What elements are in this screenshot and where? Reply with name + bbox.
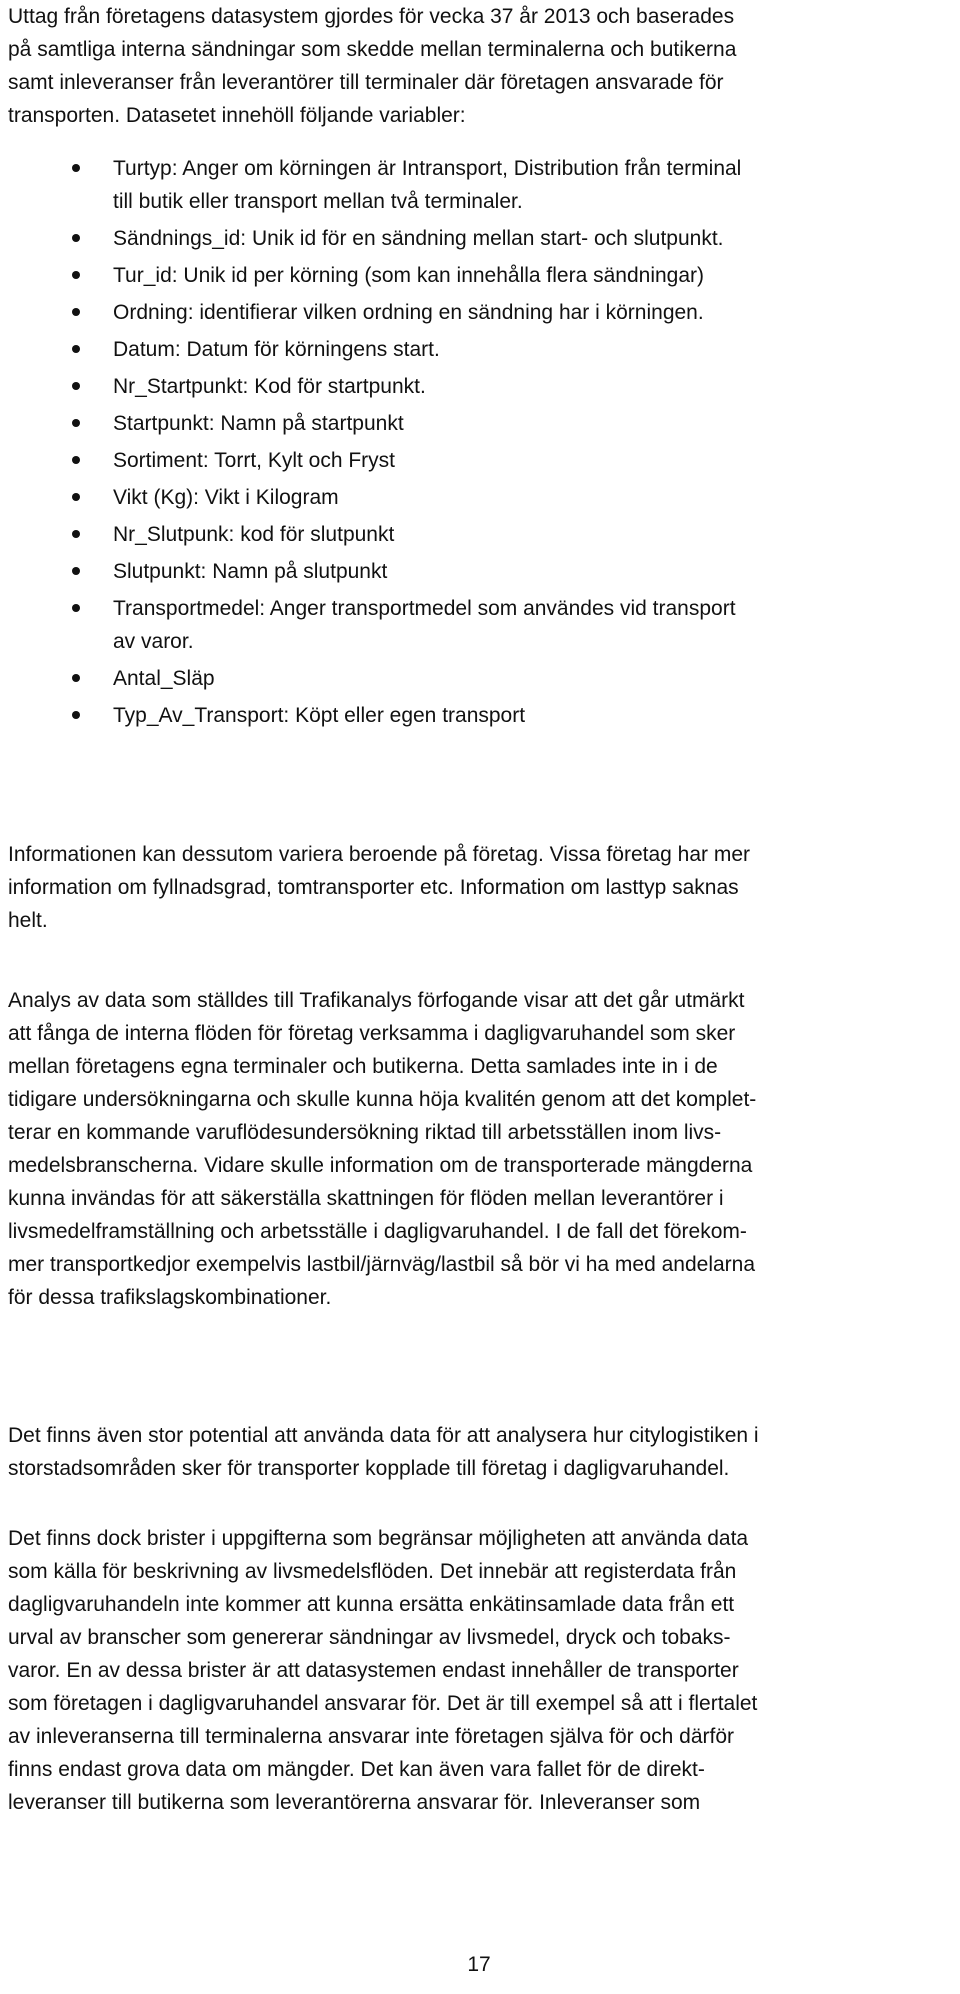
bullet-icon xyxy=(72,271,80,279)
list-item xyxy=(8,481,946,514)
list-item xyxy=(8,518,946,551)
bullet-icon xyxy=(72,382,80,390)
paragraph-analysis: Analys av data som ställdes till Trafikanalys förfogande visar att det går utmärkt att fånga de interna flöden för företag verksamma i dagligvaruhandel som sker mellan företagens egna terminaler och butikerna. Detta samlades inte in i de tidigare undersökningarna och skulle kunna höja kvalitén genom att det komplet- terar en kommande varuflödesundersökning riktad till arbetsställen inom livs- medelsbranscherna. Vidare skulle information om de transporterade mängderna kunna invändas för att säkerställa skattningen för flöden mellan leverantörer i livsmedelframställning och arbetsställe i dagligvaruhandel. I de fall det förekom- mer transportkedjor exempelvis lastbil/järnväg/lastbil så bör vi ha med andelarna för dessa trafikslagskombinationer. xyxy=(8,989,757,1309)
bullet-icon xyxy=(72,456,80,464)
list-item-text: Transportmedel: Anger transportmedel som användes vid transport av varor. xyxy=(113,597,736,653)
list-item xyxy=(8,296,946,329)
bullet-icon xyxy=(72,674,80,682)
bullet-icon xyxy=(72,164,80,172)
intro-paragraph: Uttag från företagens datasystem gjordes för vecka 37 år 2013 och baserades på samtliga interna sändningar som skedde mellan terminalerna och butikerna samt inleveranser från leverantörer till terminaler där företagen ansvarade för transporten. Datasetet innehöll följande variabler: xyxy=(8,5,737,127)
list-item-text: Slutpunkt: Namn på slutpunkt xyxy=(113,560,388,583)
list-item xyxy=(8,444,946,477)
list-item-text: Tur_id: Unik id per körning (som kan innehålla flera sändningar) xyxy=(113,264,705,287)
bullet-icon xyxy=(72,604,80,612)
list-item-text: Sortiment: Torrt, Kylt och Fryst xyxy=(113,449,396,472)
list-item-text: Sändnings_id: Unik id för en sändning mellan start- och slutpunkt. xyxy=(113,227,724,250)
bullet-icon xyxy=(72,530,80,538)
list-item xyxy=(8,152,946,218)
list-item-text: Startpunkt: Namn på startpunkt xyxy=(113,412,404,435)
bullet-icon xyxy=(72,493,80,501)
list-item xyxy=(8,407,946,440)
bullet-icon xyxy=(72,711,80,719)
bullet-icon xyxy=(72,308,80,316)
paragraph-citylogistics: Det finns även stor potential att använda data för att analysera hur citylogistiken i storstadsområden sker för transporter kopplade till företag i dagligvaruhandel. xyxy=(8,1424,759,1480)
list-item-text: Antal_Släp xyxy=(113,667,215,690)
list-item-text: Turtyp: Anger om körningen är Intransport, Distribution från terminal till butik eller transport mellan två terminaler. xyxy=(113,157,742,213)
list-item-text: Nr_Slutpunk: kod för slutpunkt xyxy=(113,523,395,546)
list-item xyxy=(8,592,946,658)
bullet-icon xyxy=(72,419,80,427)
list-item xyxy=(8,333,946,366)
list-item-text: Datum: Datum för körningens start. xyxy=(113,338,440,361)
list-item xyxy=(8,555,946,588)
list-item xyxy=(8,699,946,732)
bullet-icon xyxy=(72,567,80,575)
list-item-text: Nr_Startpunkt: Kod för startpunkt. xyxy=(113,375,426,398)
page-number: 17 xyxy=(467,1953,491,1976)
list-item xyxy=(8,259,946,292)
variables-list xyxy=(8,152,946,736)
list-item xyxy=(8,222,946,255)
list-item-text: Ordning: identifierar vilken ordning en sändning har i körningen. xyxy=(113,301,704,324)
paragraph-shortcomings: Det finns dock brister i uppgifterna som begränsar möjligheten att använda data som källa för beskrivning av livsmedelsflöden. Det innebär att registerdata från dagligvaruhandeln inte kommer att kunna ersätta enkätinsamlade data från ett urval av branscher som genererar sändningar av livsmedel, dryck och tobaks- varor. En av dessa brister är att datasystemen endast innehåller de transporter som företagen i dagligvaruhandel ansvarar för. Det är till exempel så att i flertalet av inleveranserna till terminalerna ansvarar inte företagen själva för och därför finns endast grova data om mängder. Det kan även vara fallet för de direkt- leveranser till butikerna som leverantörerna ansvarar för. Inleveranser som xyxy=(8,1527,758,1814)
paragraph-information-variation: Informationen kan dessutom variera beroende på företag. Vissa företag har mer information om fyllnadsgrad, tomtransporter etc. Information om lasttyp saknas helt. xyxy=(8,843,751,932)
list-item xyxy=(8,370,946,403)
list-item xyxy=(8,662,946,695)
bullet-icon xyxy=(72,234,80,242)
bullet-icon xyxy=(72,345,80,353)
list-item-text: Vikt (Kg): Vikt i Kilogram xyxy=(113,486,339,509)
list-item-text: Typ_Av_Transport: Köpt eller egen transport xyxy=(113,704,526,727)
